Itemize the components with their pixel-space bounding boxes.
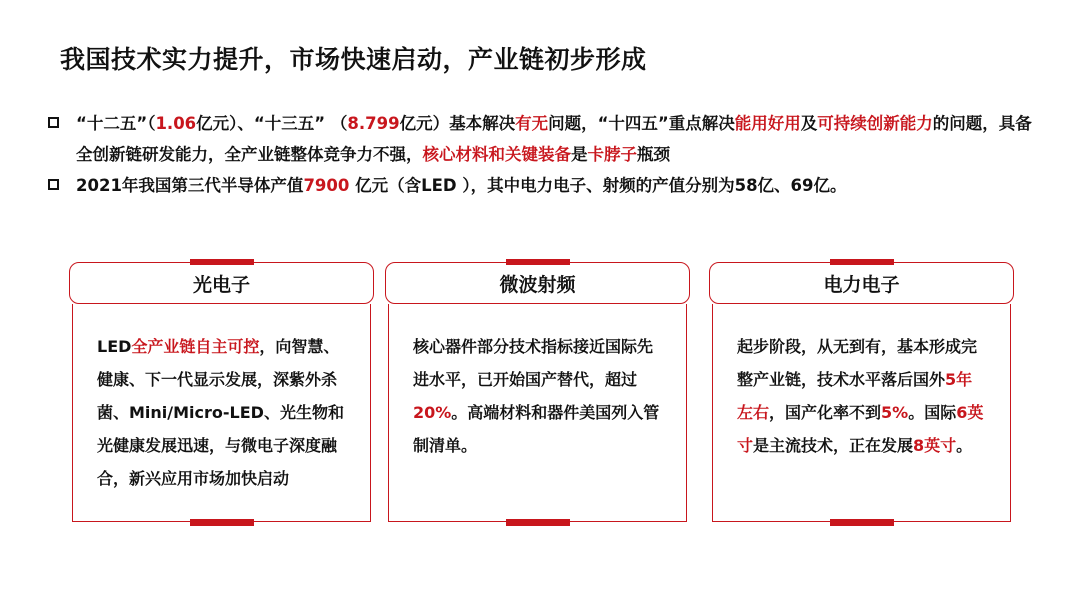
text-segment: 是 [571,145,588,164]
text-segment: 核心器件部分技术指标接近国际先进水平，已开始国产替代，超过 [413,337,654,389]
card-body [712,304,1011,522]
highlight-text: 核心材料和关键装备 [422,145,571,164]
card-header: 电力电子 [709,262,1014,304]
text-segment: “十二五”（ [76,114,156,133]
card-body [72,304,371,522]
highlight-text: 20% [413,403,452,422]
text-segment: 起步阶段，从无到有，基本形成完整产业链，技术水平落后国外 [737,337,978,389]
text-segment: LED [97,337,132,356]
highlight-value: 8.799 [347,114,400,133]
text-segment: 亿元）基本解决 [399,114,516,133]
card-optoelectronics [69,262,374,522]
text-segment: 。高端材料和器件美国列入管制清单。 [413,403,660,455]
card-accent-bar [830,519,894,526]
highlight-text: 8英寸 [913,436,957,455]
card-header: 光电子 [69,262,374,304]
page-title: 我国技术实力提升，市场快速启动，产业链初步形成 [60,45,647,74]
text-segment: 的问题，具备全创新链研发能力，全产业链整体竞争力不强， [76,114,1032,164]
text-segment: 。国际 [908,403,957,422]
highlight-text: 有无 [515,114,549,133]
text-segment: 问题，“十四五”重点解决 [548,114,735,133]
text-segment: 2021年我国第三代半导体产值 [76,176,304,195]
card-body [388,304,687,522]
highlight-text: 5% [881,403,909,422]
bullet-item-1 [48,108,1038,170]
text-segment: 瓶颈 [637,145,670,164]
card-accent-bar [830,259,894,265]
bullet1-text [76,114,1032,164]
card-header: 微波射频 [385,262,690,304]
text-segment: 亿元（含LED ），其中电力电子、射频的产值分别为58亿、69亿。 [349,176,847,195]
text-segment: 亿元）、“十三五” （ [196,114,348,133]
text-segment: 及 [800,114,818,133]
bullet-list [48,108,1038,201]
card-accent-bar [190,519,254,526]
text-segment: ，向智慧、健康、下一代显示发展，深紫外杀菌、Mini/Micro-LED、光生物和光健康发展迅速，与微电子深度融合，新兴应用市场加快启动 [97,337,344,488]
highlight-text: 全产业链自主可控 [131,337,260,356]
hollow-square-icon [48,179,59,190]
highlight-text: 5年左右 [737,370,973,422]
highlight-text: 6英寸 [737,403,984,455]
bullet-item-2 [48,170,1038,201]
highlight-text: 能用好用 [734,114,801,133]
text-segment: ，国产化率不到 [769,403,882,422]
highlight-text: 可持续创新能力 [817,114,933,133]
card-accent-bar [506,519,570,526]
text-segment: 。 [956,436,973,455]
card-microwave-rf [385,262,690,522]
highlight-text: 卡脖子 [587,145,637,164]
text-segment: 是主流技术，正在发展 [753,436,914,455]
hollow-square-icon [48,117,59,128]
highlight-value: 1.06 [155,114,197,133]
card-power-electronics [709,262,1014,522]
highlight-value: 7900 [303,176,350,195]
bullet2-text [76,176,847,195]
card-accent-bar [190,259,254,265]
card-accent-bar [506,259,570,265]
